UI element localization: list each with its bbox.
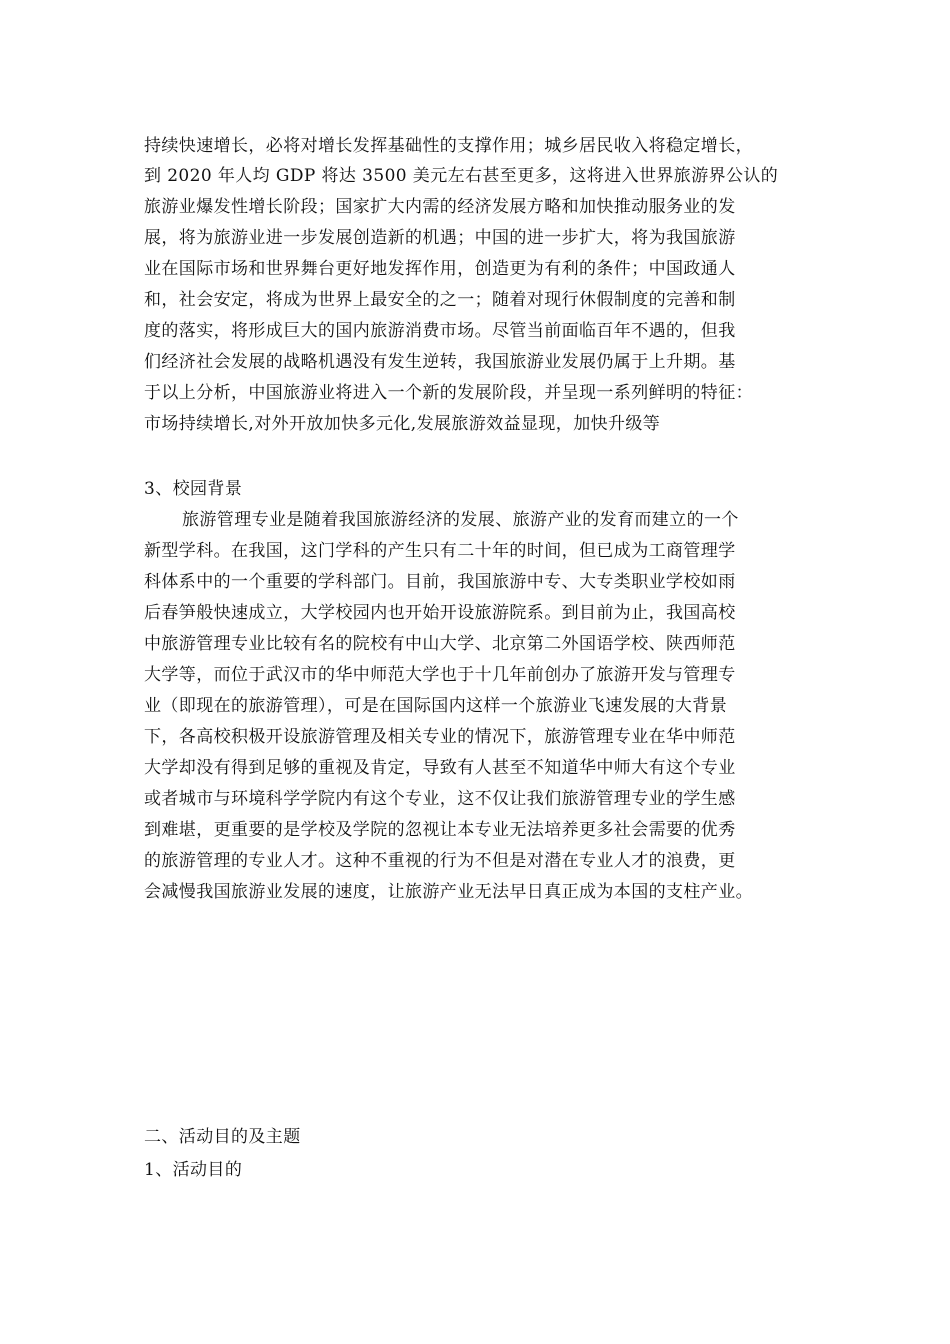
text-line: 大学却没有得到足够的重视及肯定，导致有人甚至不知道华中师大有这个专业 bbox=[144, 758, 736, 778]
text-line: 或者城市与环境科学学院内有这个专业，这不仅让我们旅游管理专业的学生感 bbox=[144, 789, 736, 809]
section-heading-activity-purpose-theme: 二、活动目的及主题 bbox=[144, 1127, 301, 1147]
text-line: 会减慢我国旅游业发展的速度，让旅游产业无法早日真正成为本国的支柱产业。 bbox=[144, 882, 753, 902]
text-line: 后春笋般快速成立，大学校园内也开始开设旅游院系。到目前为止，我国高校 bbox=[144, 603, 736, 623]
text-line: 科体系中的一个重要的学科部门。目前，我国旅游中专、大专类职业学校如雨 bbox=[144, 572, 736, 592]
text-line: 们经济社会发展的战略机遇没有发生逆转，我国旅游业发展仍属于上升期。基 bbox=[144, 352, 736, 372]
subsection-heading-activity-purpose: 1、活动目的 bbox=[144, 1160, 243, 1180]
text-line: 的旅游管理的专业人才。这种不重视的行为不但是对潜在专业人才的浪费，更 bbox=[144, 851, 736, 871]
text-line: 市场持续增长,对外开放加快多元化,发展旅游效益显现，加快升级等 bbox=[144, 414, 661, 434]
text-line: 下，各高校积极开设旅游管理及相关专业的情况下，旅游管理专业在华中师范 bbox=[144, 727, 736, 747]
text-line: 于以上分析，中国旅游业将进入一个新的发展阶段，并呈现一系列鲜明的特征： bbox=[144, 383, 753, 403]
text-line: 和，社会安定，将成为世界上最安全的之一；随着对现行休假制度的完善和制 bbox=[144, 290, 736, 310]
text-line: 旅游管理专业是随着我国旅游经济的发展、旅游产业的发育而建立的一个 bbox=[182, 510, 739, 530]
section-heading-campus-background: 3、校园背景 bbox=[144, 479, 243, 499]
text-line: 新型学科。在我国，这门学科的产生只有二十年的时间，但已成为工商管理学 bbox=[144, 541, 736, 561]
text-line: 到难堪，更重要的是学校及学院的忽视让本专业无法培养更多社会需要的优秀 bbox=[144, 820, 736, 840]
text-line: 度的落实，将形成巨大的国内旅游消费市场。尽管当前面临百年不遇的，但我 bbox=[144, 321, 736, 341]
text-line: 到 2020 年人均 GDP 将达 3500 美元左右甚至更多，这将进入世界旅游界公认的 bbox=[144, 166, 779, 186]
text-line: 业（即现在的旅游管理），可是在国际国内这样一个旅游业飞速发展的大背景 bbox=[144, 696, 728, 716]
text-line: 旅游业爆发性增长阶段；国家扩大内需的经济发展方略和加快推动服务业的发 bbox=[144, 197, 736, 217]
text-line: 持续快速增长，必将对增长发挥基础性的支撑作用；城乡居民收入将稳定增长， bbox=[144, 136, 753, 156]
text-line: 业在国际市场和世界舞台更好地发挥作用，创造更为有利的条件；中国政通人 bbox=[144, 259, 736, 279]
text-line: 中旅游管理专业比较有名的院校有中山大学、北京第二外国语学校、陕西师范 bbox=[144, 634, 736, 654]
text-line: 展，将为旅游业进一步发展创造新的机遇；中国的进一步扩大，将为我国旅游 bbox=[144, 228, 736, 248]
text-line: 大学等，而位于武汉市的华中师范大学也于十几年前创办了旅游开发与管理专 bbox=[144, 665, 736, 685]
